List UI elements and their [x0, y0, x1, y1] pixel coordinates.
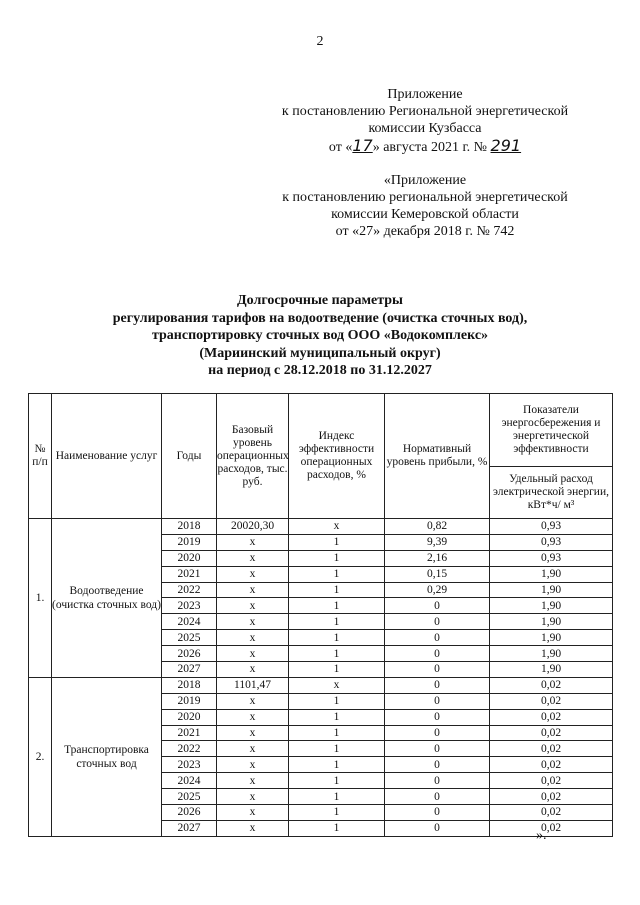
efficiency-index-cell: 1: [289, 646, 385, 662]
base-level-cell: х: [217, 582, 289, 598]
appendix-current: [260, 86, 590, 156]
energy-consumption-cell: 0,93: [490, 550, 613, 566]
efficiency-index-cell: 1: [289, 789, 385, 805]
year-cell: 2019: [162, 693, 217, 709]
appendix-original-line1: «Приложение: [383, 173, 467, 188]
base-level-cell: х: [217, 534, 289, 550]
energy-consumption-cell: 1,90: [490, 662, 613, 678]
base-level-cell: х: [217, 598, 289, 614]
year-cell: 2019: [162, 534, 217, 550]
table-row: [29, 519, 613, 535]
appendix-original-line3: комиссии Кемеровской области: [331, 207, 519, 222]
efficiency-index-cell: 1: [289, 598, 385, 614]
energy-consumption-cell: 0,02: [490, 773, 613, 789]
closing-mark: ».: [536, 828, 547, 843]
base-level-cell: х: [217, 662, 289, 678]
header-energy-group: Показатели энергосбережения и энергетической эффективности: [490, 394, 613, 467]
appendix-original: [260, 172, 590, 240]
table-row: [29, 677, 613, 693]
energy-consumption-cell: 0,02: [490, 693, 613, 709]
handwritten-number: 291: [490, 136, 522, 155]
year-cell: 2027: [162, 662, 217, 678]
title-line3: транспортировку сточных вод ООО «Водокомплекс»: [151, 328, 489, 343]
base-level-cell: х: [217, 693, 289, 709]
energy-consumption-cell: 0,02: [490, 709, 613, 725]
profit-level-cell: 0: [385, 677, 490, 693]
energy-consumption-cell: 1,90: [490, 598, 613, 614]
profit-level-cell: 0: [385, 662, 490, 678]
energy-consumption-cell: 1,90: [490, 566, 613, 582]
profit-level-cell: 0,15: [385, 566, 490, 582]
profit-level-cell: 0: [385, 614, 490, 630]
year-cell: 2026: [162, 805, 217, 821]
base-level-cell: х: [217, 630, 289, 646]
year-cell: 2027: [162, 820, 217, 836]
base-level-cell: х: [217, 757, 289, 773]
base-level-cell: х: [217, 805, 289, 821]
title-line1: Долгосрочные параметры: [237, 293, 403, 308]
base-level-cell: х: [217, 820, 289, 836]
date-middle: » августа 2021 г. №: [372, 140, 488, 155]
title-line5: на период с 28.12.2018 по 31.12.2027: [208, 363, 432, 378]
energy-consumption-cell: 0,02: [490, 757, 613, 773]
efficiency-index-cell: х: [289, 519, 385, 535]
appendix-current-line2: к постановлению Региональной энергетической: [281, 104, 569, 119]
efficiency-index-cell: 1: [289, 534, 385, 550]
year-cell: 2025: [162, 630, 217, 646]
profit-level-cell: 0: [385, 725, 490, 741]
profit-level-cell: 0: [385, 646, 490, 662]
efficiency-index-cell: 1: [289, 566, 385, 582]
energy-consumption-cell: 1,90: [490, 630, 613, 646]
profit-level-cell: 0: [385, 693, 490, 709]
header-service: Наименование услуг: [52, 394, 162, 519]
profit-level-cell: 0: [385, 630, 490, 646]
profit-level-cell: 0,82: [385, 519, 490, 535]
header-energy-consumption: Удельный расход электрической энергии, кВт*ч/ м³: [490, 467, 613, 519]
profit-level-cell: 0: [385, 598, 490, 614]
base-level-cell: х: [217, 550, 289, 566]
energy-consumption-cell: 0,02: [490, 805, 613, 821]
title-line2: регулирования тарифов на водоотведение (очистка сточных вод),: [112, 310, 528, 326]
header-base-level: Базовый уровень операционных расходов, тыс. руб.: [217, 394, 289, 519]
year-cell: 2023: [162, 598, 217, 614]
efficiency-index-cell: х: [289, 677, 385, 693]
energy-consumption-cell: 0,02: [490, 820, 613, 836]
header-num: № п/п: [29, 394, 52, 519]
efficiency-index-cell: 1: [289, 630, 385, 646]
header-years: Годы: [162, 394, 217, 519]
year-cell: 2022: [162, 582, 217, 598]
energy-consumption-cell: 0,93: [490, 534, 613, 550]
header-efficiency-index: Индекс эффективности операционных расходов, %: [289, 394, 385, 519]
energy-consumption-cell: 0,93: [490, 519, 613, 535]
year-cell: 2022: [162, 741, 217, 757]
document-title: [40, 292, 600, 380]
appendix-original-line2: к постановлению региональной энергетической: [282, 190, 568, 205]
date-prefix: от «: [328, 140, 353, 155]
efficiency-index-cell: 1: [289, 582, 385, 598]
appendix-current-line3: комиссии Кузбасса: [368, 121, 482, 136]
year-cell: 2023: [162, 757, 217, 773]
base-level-cell: 20020,30: [217, 519, 289, 535]
year-cell: 2018: [162, 677, 217, 693]
base-level-cell: х: [217, 614, 289, 630]
appendix-current-date: [260, 137, 590, 156]
year-cell: 2026: [162, 646, 217, 662]
efficiency-index-cell: 1: [289, 741, 385, 757]
profit-level-cell: 0: [385, 773, 490, 789]
energy-consumption-cell: 1,90: [490, 582, 613, 598]
profit-level-cell: 0: [385, 789, 490, 805]
energy-consumption-cell: 0,02: [490, 677, 613, 693]
efficiency-index-cell: 1: [289, 725, 385, 741]
energy-consumption-cell: 0,02: [490, 789, 613, 805]
profit-level-cell: 0: [385, 805, 490, 821]
profit-level-cell: 0: [385, 757, 490, 773]
appendix-current-line1: Приложение: [387, 87, 463, 102]
table-body: [29, 519, 613, 837]
profit-level-cell: 2,16: [385, 550, 490, 566]
appendix-original-line4: от «27» декабря 2018 г. № 742: [335, 224, 515, 239]
energy-consumption-cell: 1,90: [490, 614, 613, 630]
base-level-cell: х: [217, 566, 289, 582]
header-profit-level: Нормативный уровень прибыли, %: [385, 394, 490, 519]
efficiency-index-cell: 1: [289, 693, 385, 709]
page-number: 2: [316, 34, 324, 49]
efficiency-index-cell: 1: [289, 614, 385, 630]
profit-level-cell: 0: [385, 820, 490, 836]
parameters-table: [28, 393, 613, 837]
base-level-cell: х: [217, 725, 289, 741]
efficiency-index-cell: 1: [289, 773, 385, 789]
year-cell: 2020: [162, 550, 217, 566]
profit-level-cell: 0: [385, 741, 490, 757]
base-level-cell: х: [217, 646, 289, 662]
efficiency-index-cell: 1: [289, 805, 385, 821]
efficiency-index-cell: 1: [289, 757, 385, 773]
profit-level-cell: 0: [385, 709, 490, 725]
base-level-cell: х: [217, 709, 289, 725]
year-cell: 2025: [162, 789, 217, 805]
base-level-cell: 1101,47: [217, 677, 289, 693]
service-name: Водоотведение (очистка сточных вод): [52, 519, 162, 678]
profit-level-cell: 9,39: [385, 534, 490, 550]
efficiency-index-cell: 1: [289, 550, 385, 566]
energy-consumption-cell: 0,02: [490, 741, 613, 757]
service-name: Транспортировка сточных вод: [52, 677, 162, 836]
base-level-cell: х: [217, 789, 289, 805]
energy-consumption-cell: 1,90: [490, 646, 613, 662]
title-line4: (Мариинский муниципальный округ): [199, 345, 441, 361]
year-cell: 2020: [162, 709, 217, 725]
efficiency-index-cell: 1: [289, 662, 385, 678]
year-cell: 2021: [162, 725, 217, 741]
base-level-cell: х: [217, 773, 289, 789]
year-cell: 2024: [162, 614, 217, 630]
year-cell: 2021: [162, 566, 217, 582]
base-level-cell: х: [217, 741, 289, 757]
profit-level-cell: 0,29: [385, 582, 490, 598]
year-cell: 2018: [162, 519, 217, 535]
row-number: 2.: [29, 677, 52, 836]
year-cell: 2024: [162, 773, 217, 789]
handwritten-day: 17: [352, 136, 373, 155]
energy-consumption-cell: 0,02: [490, 725, 613, 741]
efficiency-index-cell: 1: [289, 709, 385, 725]
row-number: 1.: [29, 519, 52, 678]
efficiency-index-cell: 1: [289, 820, 385, 836]
